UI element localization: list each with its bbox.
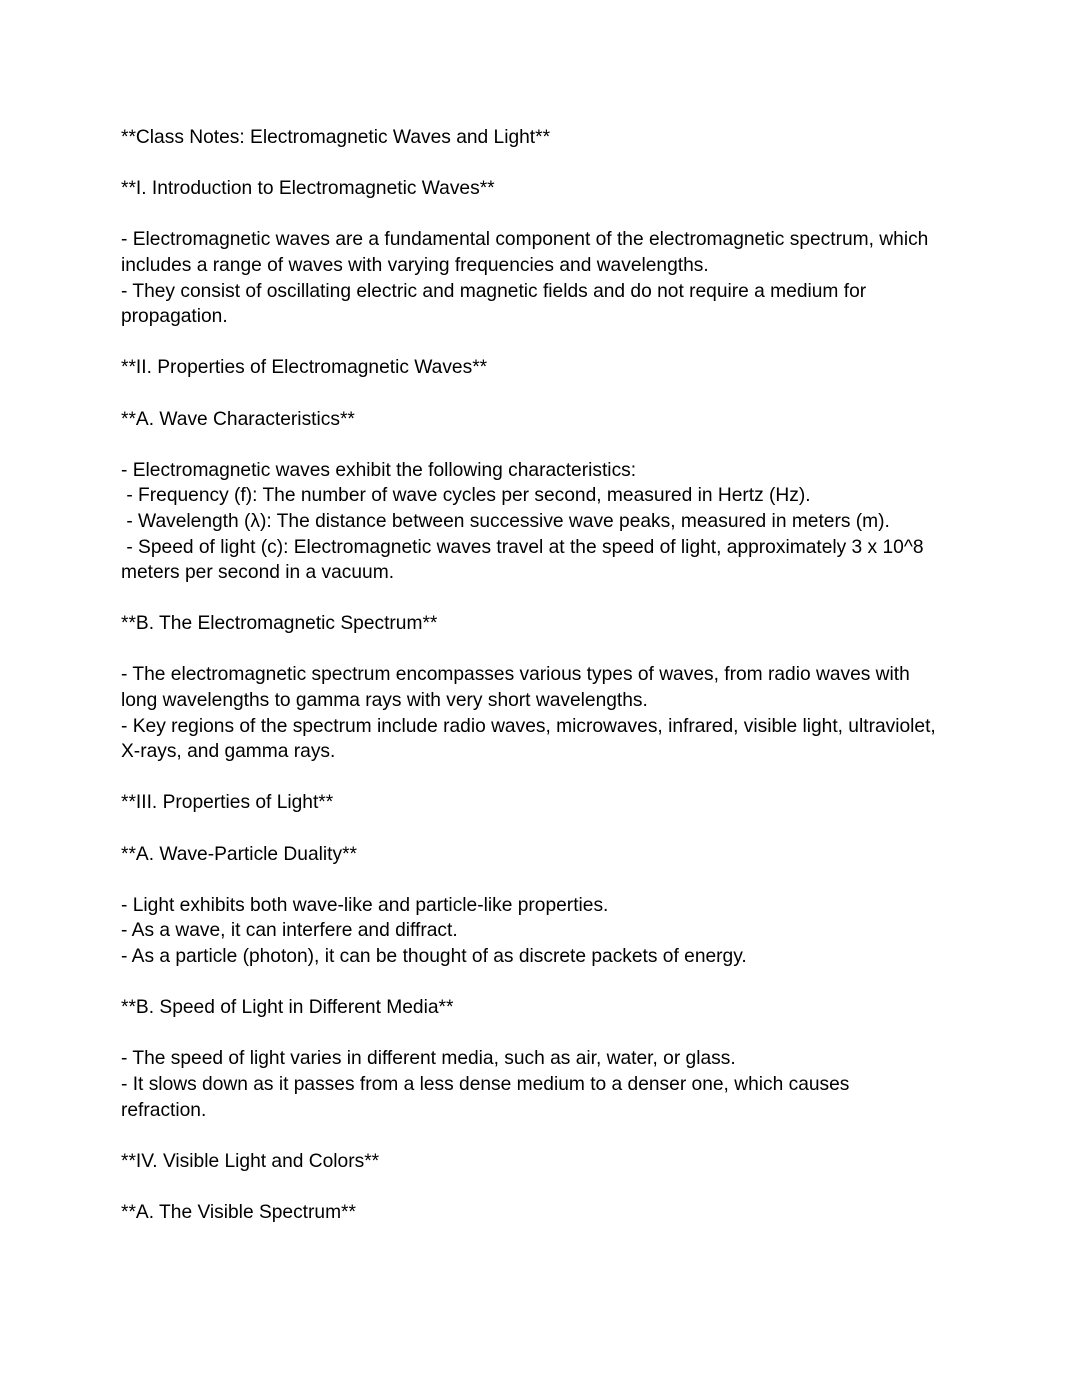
text-line — [121, 1021, 970, 1047]
document-text — [121, 125, 970, 1226]
text-line: - Frequency (f): The number of wave cycles per second, measured in Hertz (Hz). — [121, 485, 811, 507]
text-line — [121, 202, 970, 228]
text-line: - As a particle (photon), it can be thought of as discrete packets of energy. — [121, 946, 747, 967]
text-line — [121, 1123, 970, 1149]
text-line: **Class Notes: Electromagnetic Waves and Light** — [121, 127, 551, 148]
text-line: - Light exhibits both wave-like and particle-like properties. — [121, 894, 609, 916]
text-line: - It slows down as it passes from a less dense medium to a denser one, which causes — [121, 1073, 850, 1095]
text-line — [121, 637, 970, 663]
text-line — [121, 432, 970, 458]
text-line: - The speed of light varies in different media, such as air, water, or glass. — [121, 1048, 736, 1070]
text-line: - Electromagnetic waves exhibit the following characteristics: — [121, 459, 637, 481]
text-line: **IV. Visible Light and Colors** — [121, 1150, 380, 1172]
text-line: meters per second in a vacuum. — [121, 562, 395, 584]
text-line — [121, 151, 970, 177]
text-line: X-rays, and gamma rays. — [121, 741, 336, 763]
text-line: **II. Properties of Electromagnetic Waves** — [121, 357, 488, 379]
text-line: includes a range of waves with varying frequencies and wavelengths. — [121, 254, 709, 276]
text-line — [121, 867, 970, 893]
text-line: - Speed of light (c): Electromagnetic waves travel at the speed of light, approximately 3 x 10^8 — [121, 536, 924, 558]
text-line: **B. Speed of Light in Different Media** — [121, 997, 454, 1019]
text-line: - They consist of oscillating electric and magnetic fields and do not require a medium for — [121, 280, 867, 302]
text-line — [121, 1174, 970, 1200]
text-line: - Electromagnetic waves are a fundamental component of the electromagnetic spectrum, which — [121, 229, 929, 251]
text-line: **I. Introduction to Electromagnetic Waves** — [121, 178, 495, 200]
text-line: long wavelengths to gamma rays with very short wavelengths. — [121, 690, 648, 712]
text-line: - As a wave, it can interfere and diffract. — [121, 920, 458, 942]
text-line: - The electromagnetic spectrum encompasses various types of waves, from radio waves with — [121, 664, 910, 686]
text-line: - Wavelength (λ): The distance between successive wave peaks, measured in meters (m). — [121, 510, 890, 532]
text-line — [121, 330, 970, 356]
text-line — [121, 381, 970, 407]
text-line: **B. The Electromagnetic Spectrum** — [121, 613, 438, 635]
text-line — [121, 765, 970, 791]
text-line: **A. The Visible Spectrum** — [121, 1201, 356, 1223]
text-line — [121, 816, 970, 842]
text-line: propagation. — [121, 306, 228, 328]
text-line: - Key regions of the spectrum include radio waves, microwaves, infrared, visible light, ultraviolet, — [121, 715, 936, 737]
text-line: **III. Properties of Light** — [121, 792, 334, 814]
text-line: refraction. — [121, 1099, 207, 1121]
text-line: **A. Wave Characteristics** — [121, 408, 355, 430]
text-line: **A. Wave-Particle Duality** — [121, 843, 358, 865]
text-line — [121, 970, 970, 996]
text-line — [121, 586, 970, 612]
